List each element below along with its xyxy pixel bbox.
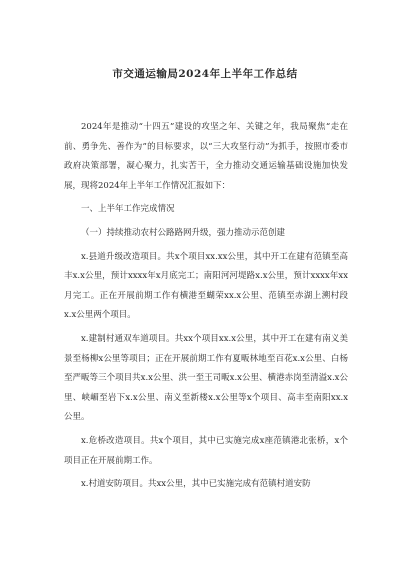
intro-paragraph: 2024年是推动“十四五”建设的攻坚之年、关键之年，我局聚焦“走在前、勇争先、善作为”的目标要求，以“三大攻坚行动”为抓手，按照市委市政府决策部署，凝心聚力，扎实苦干，全力推动交通运输基础设施加快发展，现将2024年上半年工作情况汇报如下： [64, 122, 348, 191]
village-road-paragraph: x.建制村通双车道项目。共xx个项目xx.x公里，其中开工在建有南义美景至杨柳x公里等项目；正在开展前期工作有夏畈林地至百花x.x公里、白杨至严畈等三个项目共x.x公里、洪一至王司畈x.x公里、横港赤岗至清溢x.x公里、峡嵋至岩下x.x公里、南义至新楼x.x公里等x个项目、高丰至南阳xx.x公里。 [64, 333, 348, 423]
bridge-paragraph: x.危桥改造项目。共x个项目，其中已实施完成x座范镇港北张桥，x个项目正在开展前期工作。 [64, 435, 348, 466]
section-heading: 一、上半年工作完成情况 [81, 204, 175, 215]
safety-paragraph: x.村道安防项目。共xx公里，其中已实施完成有范镇村道安防 [81, 479, 311, 490]
document-body [64, 118, 348, 499]
document-title: 市交通运输局2024年上半年工作总结 [112, 68, 298, 80]
subsection-heading: （一）持续推动农村公路路网升级，强力推动示范创建 [81, 227, 286, 238]
county-road-paragraph: x.县道升级改造项目。共x个项目xx.xx公里，其中开工在建有范镇至高丰x.x公里，预计xxxx年x月底完工；南阳河河堤路x.x公里，预计xxxx年xx月完工。正在开展前期工作有横港至蝴荣xx.x公里、范镇至赤湖上溯村段x.x公里两个项目。 [64, 251, 348, 321]
